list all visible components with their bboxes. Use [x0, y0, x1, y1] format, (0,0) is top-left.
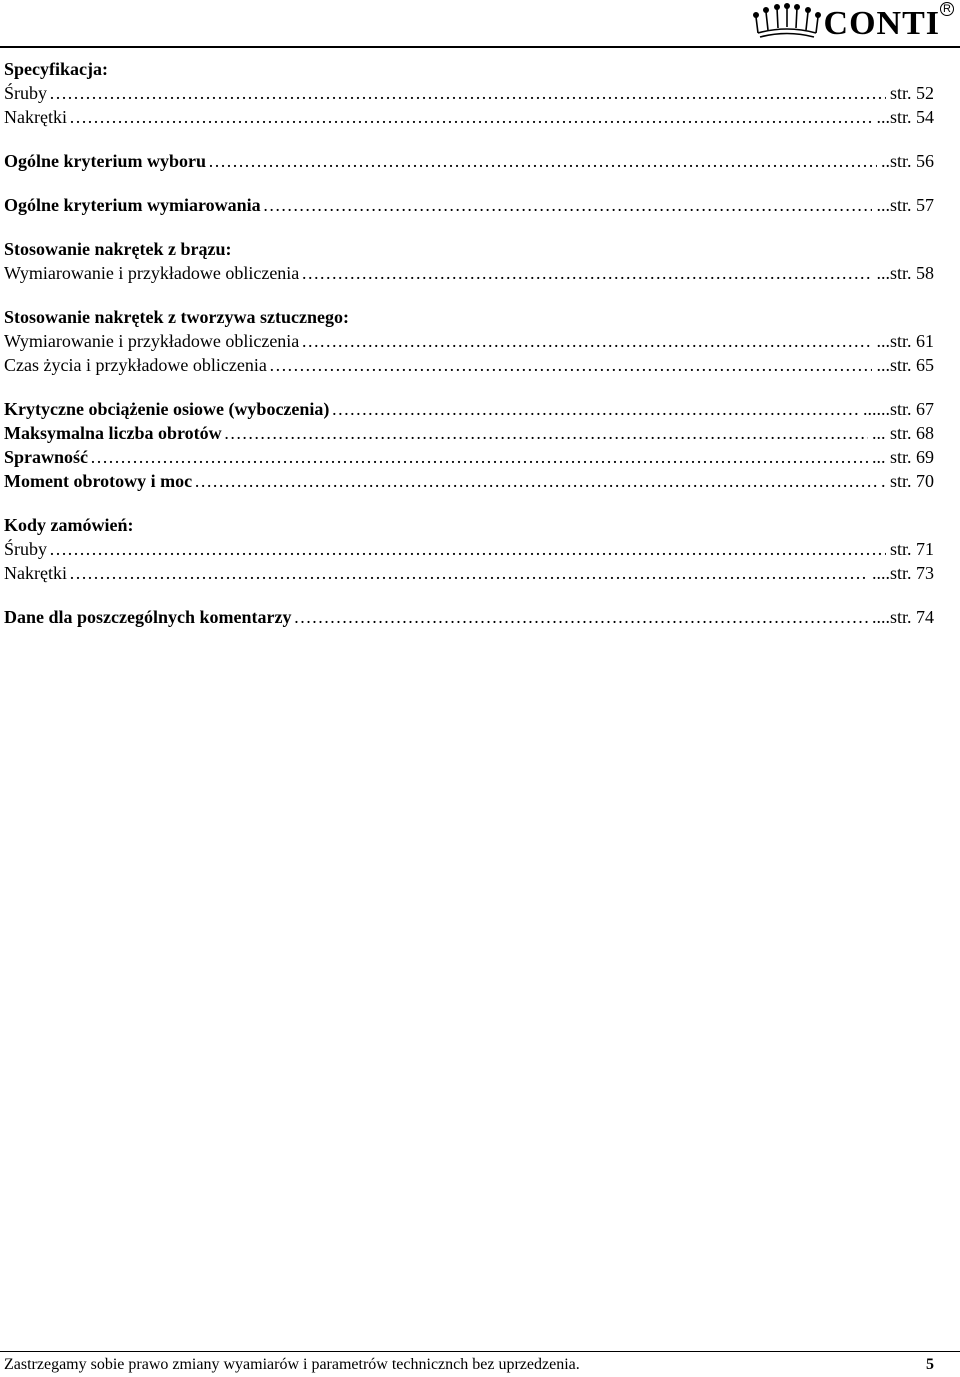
logo-wordmark: CONTI	[823, 5, 940, 42]
toc-section	[4, 149, 934, 173]
registered-mark: R	[940, 2, 954, 16]
toc-entry-label: Ogólne kryterium wyboru	[4, 151, 206, 171]
toc-section-heading: Specyfikacja:	[4, 59, 108, 79]
toc-leader-dots	[331, 397, 859, 421]
toc-entry-label: Dane dla poszczególnych komentarzy	[4, 607, 292, 627]
toc-section	[4, 397, 934, 493]
toc-entry-page: ...str. 61	[876, 331, 934, 351]
toc-section-heading: Stosowanie nakrętek z brązu:	[4, 239, 232, 259]
section-gap	[4, 377, 934, 397]
toc-leader-dots	[293, 605, 868, 629]
toc-leader-dots	[194, 469, 877, 493]
toc-entry-page: ... str. 68	[871, 423, 934, 443]
toc-entry-page: ......str. 67	[862, 399, 934, 419]
toc-leader-dots	[301, 329, 872, 353]
toc-entry-label: Śruby	[4, 539, 48, 559]
toc-section	[4, 605, 934, 629]
toc-entry-label: Nakrętki	[4, 563, 67, 583]
toc-section	[4, 513, 934, 585]
toc-entry	[4, 149, 934, 173]
crown-icon	[752, 3, 822, 41]
section-gap	[4, 585, 934, 605]
toc-entry-label: Śruby	[4, 83, 48, 103]
toc-entry-page: ..str. 56	[880, 151, 934, 171]
toc-entry-page: ...str. 54	[876, 107, 934, 127]
toc-leader-dots	[301, 261, 872, 285]
toc-entry-page: ... str. 69	[871, 447, 934, 467]
toc-section-heading: Stosowanie nakrętek z tworzywa sztucznego:	[4, 307, 349, 327]
toc-entry	[4, 561, 934, 585]
toc-leader-dots	[49, 537, 886, 561]
toc-entry	[4, 445, 934, 469]
toc-entry	[4, 537, 934, 561]
toc-entry	[4, 421, 934, 445]
toc-entry	[4, 329, 934, 353]
toc-entry	[4, 469, 934, 493]
toc-entry-page: str. 52	[889, 83, 934, 103]
toc-leader-dots	[269, 353, 873, 377]
toc-entry	[4, 105, 934, 129]
toc-entry-label: Ogólne kryterium wymiarowania	[4, 195, 261, 215]
toc-entry-label: Sprawność	[4, 447, 89, 467]
toc-section-heading: Kody zamówień:	[4, 515, 134, 535]
section-gap	[4, 129, 934, 149]
toc-entry-label: Nakrętki	[4, 107, 67, 127]
toc-leader-dots	[69, 561, 868, 585]
header-rule	[0, 46, 960, 48]
footer-rule	[0, 1351, 960, 1352]
toc-entry	[4, 193, 934, 217]
toc-leader-dots	[90, 445, 868, 469]
toc-section	[4, 305, 934, 377]
toc-section	[4, 237, 934, 285]
toc-entry-page: . str. 70	[880, 471, 934, 491]
toc-entry-page: ...str. 65	[876, 355, 934, 375]
toc-entry-label: Moment obrotowy i moc	[4, 471, 193, 491]
toc-leader-dots	[224, 421, 868, 445]
section-gap	[4, 217, 934, 237]
toc-entry-page: ...str. 58	[876, 263, 934, 283]
toc-entry	[4, 353, 934, 377]
toc-entry-label: Krytyczne obciążenie osiowe (wyboczenia)	[4, 399, 330, 419]
toc-entry	[4, 261, 934, 285]
section-gap	[4, 285, 934, 305]
toc-leader-dots	[49, 81, 886, 105]
toc-entry	[4, 81, 934, 105]
toc-leader-dots	[69, 105, 873, 129]
toc-entry-page: ....str. 73	[871, 563, 934, 583]
table-of-contents	[4, 57, 934, 629]
page-number: 5	[926, 1356, 934, 1373]
toc-entry-label: Wymiarowanie i przykładowe obliczenia	[4, 263, 300, 283]
toc-entry-label: Wymiarowanie i przykładowe obliczenia	[4, 331, 300, 351]
toc-entry	[4, 397, 934, 421]
toc-entry-label: Maksymalna liczba obrotów	[4, 423, 222, 443]
toc-section	[4, 193, 934, 217]
footer-note: Zastrzegamy sobie prawo zmiany wyamiarów i parametrów technicznch bez uprzedzenia.	[4, 1356, 580, 1373]
toc-leader-dots	[208, 149, 877, 173]
toc-entry-page: ...str. 57	[876, 195, 934, 215]
section-gap	[4, 173, 934, 193]
toc-section	[4, 57, 934, 129]
toc-entry-page: ....str. 74	[871, 607, 934, 627]
toc-entry-page: str. 71	[889, 539, 934, 559]
section-gap	[4, 493, 934, 513]
toc-entry-label: Czas życia i przykładowe obliczenia	[4, 355, 267, 375]
conti-logo	[752, 0, 954, 44]
toc-entry	[4, 605, 934, 629]
toc-leader-dots	[263, 193, 873, 217]
page-footer	[4, 1354, 934, 1376]
